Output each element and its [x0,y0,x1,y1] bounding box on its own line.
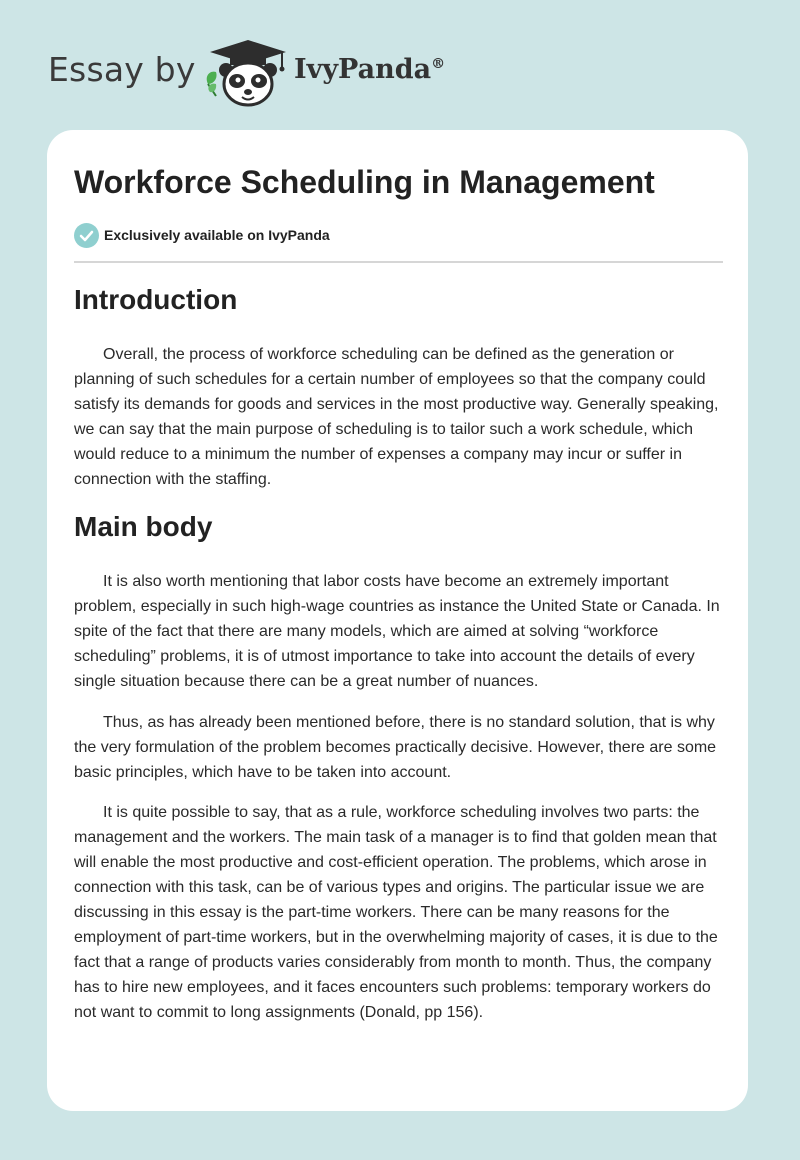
page-title: Workforce Scheduling in Management [74,164,655,200]
section-heading-introduction: Introduction [74,284,238,315]
check-circle-icon [74,223,99,248]
brand-name[interactable]: IvyPanda® [294,54,446,85]
essay-card [47,130,748,1111]
registered-mark: ® [431,56,446,72]
paragraph: It is also worth mentioning that labor costs have become an extremely important problem, especially in such high-wage countries as instance the United State or Canada. In spite of the fact that there are many models, which are aimed at solving “workforce scheduling” problems, it is of utmost importance to take into account the details of every single situation because there can be a great number of nuances. [74,573,720,690]
section-heading-main-body: Main body [74,511,213,542]
site-header [48,36,508,108]
paragraph: It is quite possible to say, that as a rule, workforce scheduling involves two parts: the management and the workers. The main task of a manager is to find that golden mean that will enable the most productive and cost-efficient operation. The problems, which arose in connection with this task, can be of various types and origins. The particular issue we are discussing in this essay is the part-time workers. There can be many reasons for the employment of part-time workers, but in the overwhelming majority of cases, it is due to the fact that a range of products varies considerably from month to month. Thus, the company has to hire new employees, and it faces encounters such problems: temporary workers do not want to commit to long assignments (Donald, pp 156). [74,804,718,1021]
exclusive-badge [74,222,330,248]
essay-by-label: Essay by [48,50,196,89]
panda-logo-icon[interactable] [202,36,294,108]
divider [74,261,723,263]
badge-label: Exclusively available on IvyPanda [104,227,330,243]
paragraph: Overall, the process of workforce scheduling can be defined as the generation or planning of such schedules for a certain number of employees so that the company could satisfy its demands for goods and services in the most productive way. Generally speaking, we can say that the main purpose of scheduling is to tailor such a work schedule, which would reduce to a minimum the number of expenses a company may incur or suffer in connection with the staffing. [74,346,719,488]
paragraph: Thus, as has already been mentioned before, there is no standard solution, that is why the very formulation of the problem becomes practically decisive. However, there are some basic principles, which have to be taken into account. [74,714,717,781]
